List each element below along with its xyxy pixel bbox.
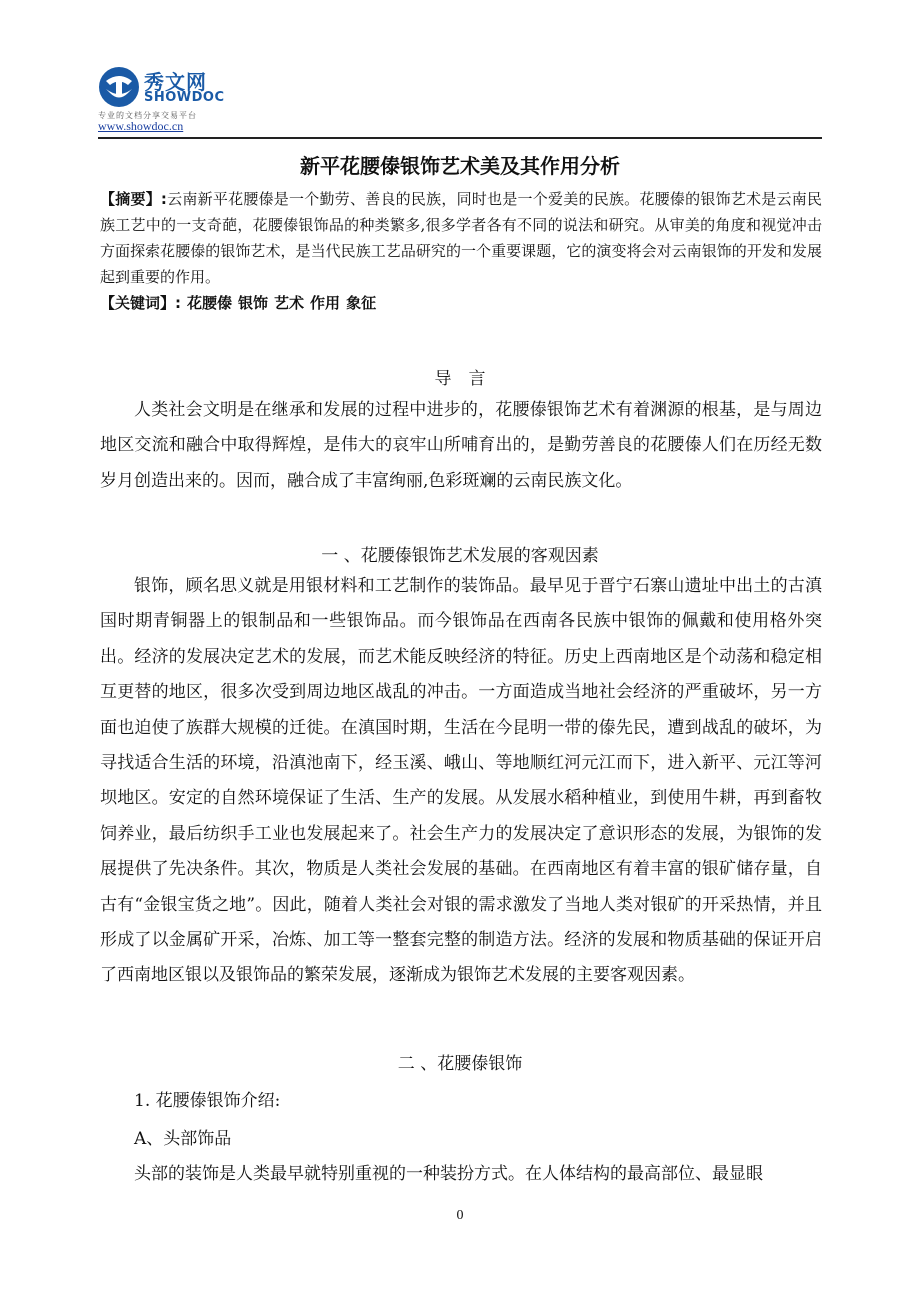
- brand-name-en: SHOWDOC: [144, 90, 225, 105]
- page-header: [98, 66, 822, 138]
- abstract-text: 云南新平花腰傣是一个勤劳、善良的民族，同时也是一个爱美的民族。花腰傣的银饰艺术是云南民族工艺中的一支奇葩，花腰傣银饰品的种类繁多,很多学者各有不同的说法和研究。从审美的角度和视觉冲击方面探索花腰傣的银饰艺术，是当代民族工艺品研究的一个重要课题，它的演变将会对云南银饰的开发和发展起到重要的作用。: [100, 190, 822, 286]
- section2-heading: 二 、花腰傣银饰: [397, 1054, 523, 1074]
- body-paragraph: 头部的装饰是人类最早就特别重视的一种装扮方式。在人体结构的最高部位、最显眼: [134, 1164, 763, 1184]
- intro-paragraph: 人类社会文明是在继承和发展的过程中进步的，花腰傣银饰艺术有着渊源的根基，是与周边地区交流和融合中取得辉煌，是伟大的哀牢山所哺育出的，是勤劳善良的花腰傣人们在历经无数岁月创造出来的。因而，融合成了丰富绚丽,色彩斑斓的云南民族文化。: [100, 400, 822, 491]
- brand-name-cn: 秀文网: [144, 70, 207, 94]
- abstract: [100, 186, 822, 290]
- page-number: 0: [456, 1208, 464, 1223]
- site-url-link[interactable]: www.showdoc.cn: [98, 119, 184, 133]
- showdoc-logo-icon: [98, 66, 140, 108]
- keywords: [100, 290, 822, 316]
- keyword: 银饰: [238, 294, 269, 312]
- section1-paragraph: 银饰，顾名思义就是用银材料和工艺制作的装饰品。最早见于晋宁石寨山遗址中出土的古滇国时期青铜器上的银制品和一些银饰品。而今银饰品在西南各民族中银饰的佩戴和使用格外突出。经济的发展决定艺术的发展，而艺术能反映经济的特征。历史上西南地区是个动荡和稳定相互更替的地区，很多次受到周边地区战乱的冲击。一方面造成当地社会经济的严重破坏，另一方面也迫使了族群大规模的迁徙。在滇国时期，生活在今昆明一带的傣先民，遭到战乱的破坏，为寻找适合生活的环境，沿滇池南下，经玉溪、峨山、等地顺红河元江而下，进入新平、元江等河坝地区。安定的自然环境保证了生活、生产的发展。从发展水稻种植业，到使用牛耕，再到畜牧饲养业，最后纺织手工业也发展起来了。社会生产力的发展决定了意识形态的发展，为银饰的发展提供了先决条件。其次，物质是人类社会发展的基础。在西南地区有着丰富的银矿储存量，自古有“金银宝货之地”。因此，随着人类社会对银的需求激发了当地人类对银矿的开采热情，并且形成了以金属矿开采，冶炼、加工等一整套完整的制造方法。经济的发展和物质基础的保证开启了西南地区银以及银饰品的繁荣发展，逐渐成为银饰艺术发展的主要客观因素。: [100, 576, 822, 986]
- intro-heading: 导 言: [434, 369, 486, 389]
- header-divider: [98, 137, 822, 139]
- brand-slogan: 专业的文档分享交易平台: [98, 111, 197, 120]
- keyword: 花腰傣: [187, 294, 233, 312]
- keyword: 作用: [310, 294, 341, 312]
- abstract-label: 【摘要】:: [100, 190, 167, 208]
- section1-heading: 一 、花腰傣银饰艺术发展的客观因素: [321, 546, 599, 566]
- keyword: 象征: [346, 294, 377, 312]
- keyword: 艺术: [274, 294, 305, 312]
- subsection-1: 1. 花腰傣银饰介绍:: [134, 1091, 281, 1111]
- keywords-label: 【关键词】:: [100, 294, 181, 312]
- document-title: 新平花腰傣银饰艺术美及其作用分析: [300, 154, 620, 178]
- subsection-a: A、头部饰品: [134, 1129, 232, 1149]
